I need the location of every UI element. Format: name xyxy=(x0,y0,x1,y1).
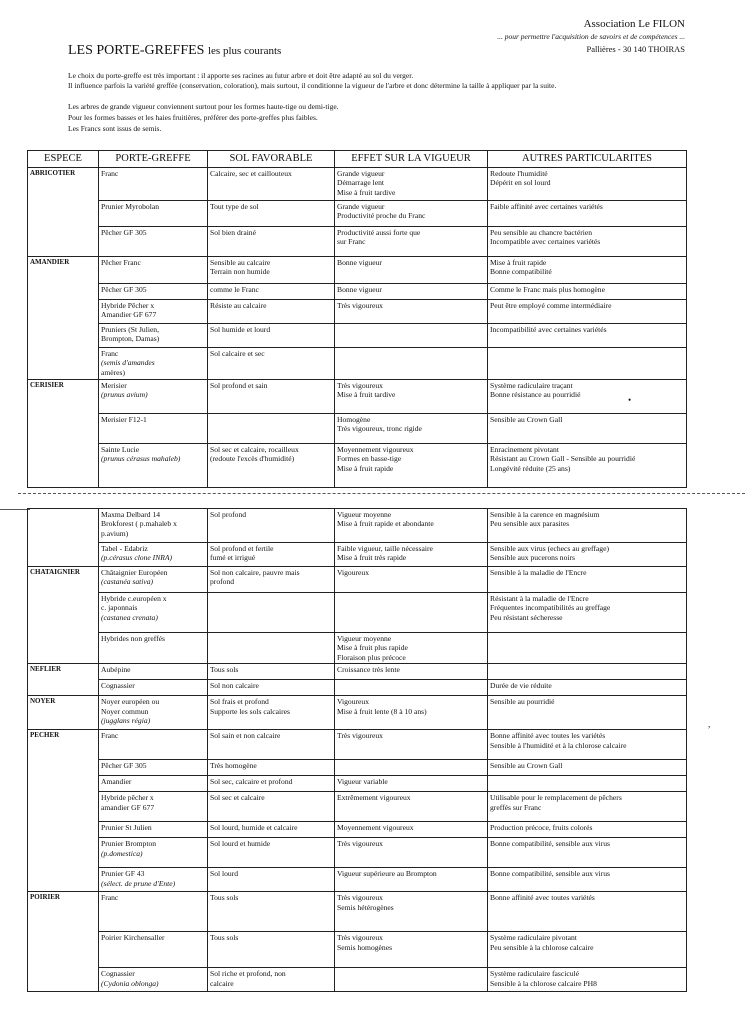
table-row xyxy=(28,760,687,776)
vigor-cell: Moyennement vigoureux xyxy=(335,822,488,838)
table-row xyxy=(28,567,687,593)
vigor-cell: Très vigoureux xyxy=(335,838,488,868)
rootstock-table-part-2 xyxy=(27,508,687,992)
association-tagline: ... pour permettre l'acquisition de savoirs et de compétences ... xyxy=(497,32,685,41)
table-row xyxy=(28,300,687,324)
rootstock-line: (castanéa sativa) xyxy=(101,577,154,587)
table-row xyxy=(28,257,687,284)
other-cell xyxy=(488,348,687,380)
table-row xyxy=(28,414,687,444)
rootstock-line: Prunier St Julien xyxy=(101,823,152,833)
other-cell: Système radiculaire fasciculé Sensible à la chlorose calcaire PH8 xyxy=(488,968,687,992)
rootstock-cell xyxy=(99,696,208,730)
rootstock-line: Amandier xyxy=(101,777,132,787)
intro-line-3: Les arbres de grande vigueur conviennent surtout pour les formes haute-tige ou demi-tige. xyxy=(68,102,339,111)
header-porte-greffe: PORTE-GREFFE xyxy=(99,151,208,168)
rootstock-line: (p.cérasus clone INRA) xyxy=(101,553,173,563)
table-row xyxy=(28,168,687,201)
rootstock-line: Brokforest ( p.mahaleb x xyxy=(101,519,177,529)
species-cell xyxy=(28,730,99,892)
soil-cell: Sol frais et profond Supporte les sols calcaires xyxy=(208,696,335,730)
other-cell: Comme le Franc mais plus homogène xyxy=(488,284,687,300)
soil-cell: Sol non calcaire, pauvre mais profond xyxy=(208,567,335,593)
other-cell: Bonne compatibilité, sensible aux virus xyxy=(488,868,687,892)
other-cell: Sensible à la maladie de l'Encre xyxy=(488,567,687,593)
vigor-cell: Extrêmement vigoureux xyxy=(335,792,488,822)
species-label: ABRICOTIER xyxy=(30,169,76,177)
rootstock-cell xyxy=(99,822,208,838)
rootstock-cell xyxy=(99,201,208,227)
table-row xyxy=(28,822,687,838)
association-name: Association Le FILON xyxy=(583,18,685,30)
species-cell xyxy=(28,380,99,488)
rootstock-line: Pêcher GF 305 xyxy=(101,285,147,294)
vigor-cell xyxy=(335,324,488,348)
vigor-cell: Très vigoureux Mise à fruit tardive xyxy=(335,380,488,414)
soil-cell: Sol lourd et humide xyxy=(208,838,335,868)
rootstock-cell xyxy=(99,892,208,932)
rootstock-cell xyxy=(99,227,208,257)
vigor-cell: Vigoureux xyxy=(335,567,488,593)
rootstock-cell xyxy=(99,664,208,680)
vigor-cell: Grande vigueur Productivité proche du Franc xyxy=(335,201,488,227)
vigor-cell: Bonne vigueur xyxy=(335,257,488,284)
other-cell xyxy=(488,633,687,664)
vigor-cell xyxy=(335,593,488,633)
table-row xyxy=(28,838,687,868)
table-header-row xyxy=(28,151,687,168)
other-cell: Sensible au pourridié xyxy=(488,696,687,730)
rootstock-line: Pêcher GF 305 xyxy=(101,228,147,237)
rootstock-line: Amandier GF 677 xyxy=(101,310,157,320)
other-cell xyxy=(488,776,687,792)
vigor-cell: Vigueur moyenne Mise à fruit plus rapide Floraison plus précoce xyxy=(335,633,488,664)
header-effet-vigueur: EFFET SUR LA VIGUEUR xyxy=(335,151,488,168)
rootstock-line: (semis d'amandes xyxy=(101,358,155,368)
rootstock-line: Franc xyxy=(101,169,119,178)
vigor-cell: Productivité aussi forte que sur Franc xyxy=(335,227,488,257)
soil-cell xyxy=(208,633,335,664)
vigor-cell: Vigueur variable xyxy=(335,776,488,792)
other-cell: Faible affinité avec certaines variétés xyxy=(488,201,687,227)
association-address: Pallières - 30 140 THOIRAS xyxy=(586,44,685,54)
soil-cell: Sol profond et fertile fumé et irrigué xyxy=(208,543,335,567)
rootstock-cell xyxy=(99,776,208,792)
rootstock-line: Franc xyxy=(101,349,119,358)
rootstock-line: Noyer commun xyxy=(101,706,149,716)
rootstock-table-part-1 xyxy=(27,150,687,488)
rootstock-cell xyxy=(99,838,208,868)
title-main: LES PORTE-GREFFES xyxy=(68,43,205,58)
table-row xyxy=(28,792,687,822)
soil-cell: Résiste au calcaire xyxy=(208,300,335,324)
rootstock-line: Pruniers (St Julien, xyxy=(101,325,160,334)
table-row xyxy=(28,444,687,488)
soil-cell: Sol lourd xyxy=(208,868,335,892)
vigor-cell: Très vigoureux xyxy=(335,730,488,760)
table-row xyxy=(28,348,687,380)
intro-line-2: Il influence parfois la variété greffée (conservation, coloration), mais surtout, il conditionne la vigueur de l'arbre et donc détermine la taille à appliquer par la suite. xyxy=(68,81,557,90)
rootstock-line: (sélect. de prune d'Ente) xyxy=(101,878,176,888)
other-cell: Système radiculaire traçant Bonne résistance au pourridié xyxy=(488,380,687,414)
table-row xyxy=(28,284,687,300)
vigor-cell xyxy=(335,968,488,992)
other-cell: Durée de vie réduite xyxy=(488,680,687,696)
rootstock-cell xyxy=(99,348,208,380)
rootstock-cell xyxy=(99,792,208,822)
vigor-cell: Faible vigueur, taille nécessaire Mise à fruit très rapide xyxy=(335,543,488,567)
table-row xyxy=(28,509,687,543)
soil-cell: Sol profond et sain xyxy=(208,380,335,414)
rootstock-cell xyxy=(99,932,208,968)
table-row xyxy=(28,227,687,257)
table-row xyxy=(28,868,687,892)
soil-cell: Sensible au calcaire Terrain non humide xyxy=(208,257,335,284)
rootstock-line: (jugglans régia) xyxy=(101,716,151,726)
other-cell: Peu sensible au chancre bactérien Incompatible avec certaines variétés xyxy=(488,227,687,257)
other-cell: Sensible aux virus (echecs au greffage) Sensible aux pucerons noirs xyxy=(488,543,687,567)
soil-cell: Sol calcaire et sec xyxy=(208,348,335,380)
rootstock-line: (castanea crenata) xyxy=(101,612,158,622)
table-row xyxy=(28,633,687,664)
soil-cell: Sol sain et non calcaire xyxy=(208,730,335,760)
table-row xyxy=(28,380,687,414)
table-row xyxy=(28,664,687,680)
rootstock-cell xyxy=(99,543,208,567)
rootstock-line: Noyer européen ou xyxy=(101,697,160,707)
rootstock-line: Cognassier xyxy=(101,969,135,979)
rootstock-line: Franc xyxy=(101,731,119,741)
soil-cell: Tous sols xyxy=(208,664,335,680)
vigor-cell: Homogène Très vigoureux, tronc rigide xyxy=(335,414,488,444)
rootstock-cell xyxy=(99,300,208,324)
rootstock-cell xyxy=(99,257,208,284)
rootstock-line: Hybrides non greffés xyxy=(101,634,165,643)
other-cell: Incompatibilité avec certaines variétés xyxy=(488,324,687,348)
rootstock-line: amères) xyxy=(101,367,126,377)
table-row xyxy=(28,324,687,348)
header-sol-favorable: SOL FAVORABLE xyxy=(208,151,335,168)
soil-cell: comme le Franc xyxy=(208,284,335,300)
rootstock-line: Cognassier xyxy=(101,681,135,691)
soil-cell xyxy=(208,414,335,444)
vigor-cell: Vigueur supérieure au Brompton xyxy=(335,868,488,892)
vigor-cell: Croissance très lente xyxy=(335,664,488,680)
rootstock-cell xyxy=(99,968,208,992)
vigor-cell: Grande vigueur Démarrage lent Mise à fruit tardive xyxy=(335,168,488,201)
species-cell xyxy=(28,892,99,992)
header-espece: ESPECE xyxy=(28,151,99,168)
soil-cell: Très homogène xyxy=(208,760,335,776)
soil-cell: Sol bien drainé xyxy=(208,227,335,257)
rootstock-line: Pêcher Franc xyxy=(101,258,141,267)
rootstock-line: Prunier Brompton xyxy=(101,839,157,849)
soil-cell: Sol sec, calcaire et profond xyxy=(208,776,335,792)
page-break-divider xyxy=(18,493,745,494)
table-row xyxy=(28,730,687,760)
species-label: AMANDIER xyxy=(30,258,70,266)
species-cell xyxy=(28,168,99,257)
vigor-cell: Très vigoureux Semis homogènes xyxy=(335,932,488,968)
rootstock-cell xyxy=(99,868,208,892)
rootstock-line: Brompton, Damas) xyxy=(101,334,160,344)
vigor-cell: Moyennement vigoureux Formes en basse-tige Mise à fruit rapide xyxy=(335,444,488,488)
other-cell: Résistant à la maladie de l'Encre Fréquentes incompatibilités au greffage Peu résistant sécheresse xyxy=(488,593,687,633)
species-cell xyxy=(28,509,99,567)
intro-line-5: Les Francs sont issus de semis. xyxy=(68,124,162,133)
rootstock-cell xyxy=(99,680,208,696)
species-label: NOYER xyxy=(30,697,56,706)
soil-cell: Tout type de sol xyxy=(208,201,335,227)
rootstock-cell xyxy=(99,593,208,633)
other-cell: Bonne affinité avec toutes variétés xyxy=(488,892,687,932)
other-cell: Peut être employé comme intermédiaire xyxy=(488,300,687,324)
rootstock-cell xyxy=(99,633,208,664)
table-row xyxy=(28,543,687,567)
rootstock-line: Franc xyxy=(101,893,119,903)
intro-line-4: Pour les formes basses et les haies fruitières, préférer des porte-greffes plus faibles. xyxy=(68,113,318,122)
page-title xyxy=(68,43,281,59)
rootstock-line: Hybride Pêcher x xyxy=(101,301,155,310)
other-cell: Sensible au Crown Gall xyxy=(488,760,687,776)
table-row xyxy=(28,593,687,633)
title-sub: les plus courants xyxy=(207,45,282,57)
rootstock-cell xyxy=(99,380,208,414)
species-cell xyxy=(28,664,99,696)
other-cell: Bonne compatibilité, sensible aux virus xyxy=(488,838,687,868)
vigor-cell xyxy=(335,680,488,696)
rootstock-line: amandier GF 677 xyxy=(101,802,155,812)
species-cell xyxy=(28,567,99,664)
soil-cell: Sol sec et calcaire xyxy=(208,792,335,822)
rootstock-line: c. japonnais xyxy=(101,603,138,613)
vigor-cell: Vigueur moyenne Mise à fruit rapide et abondante xyxy=(335,509,488,543)
rootstock-cell xyxy=(99,414,208,444)
other-cell: Sensible au Crown Gall xyxy=(488,414,687,444)
rootstock-line: Prunier Myrobolan xyxy=(101,202,159,211)
rootstock-line: (prunus avium) xyxy=(101,390,148,400)
margin-mark xyxy=(0,509,30,510)
table-row xyxy=(28,932,687,968)
rootstock-cell xyxy=(99,760,208,776)
table-row xyxy=(28,776,687,792)
rootstock-line: Aubépine xyxy=(101,665,131,675)
species-label: PECHER xyxy=(30,731,60,740)
vigor-cell: Très vigoureux Semis hétérogènes xyxy=(335,892,488,932)
rootstock-cell xyxy=(99,730,208,760)
table-row xyxy=(28,680,687,696)
other-cell: Production précoce, fruits colorés xyxy=(488,822,687,838)
table-row xyxy=(28,968,687,992)
rootstock-line: (prunus cérasus mahaleb) xyxy=(101,454,181,464)
species-label: CERISIER xyxy=(30,381,64,389)
rootstock-cell xyxy=(99,168,208,201)
vigor-cell xyxy=(335,760,488,776)
soil-cell: Sol non calcaire xyxy=(208,680,335,696)
vigor-cell: Très vigoureux xyxy=(335,300,488,324)
header-autres: AUTRES PARTICULARITES xyxy=(488,151,687,168)
rootstock-line: Prunier GF 43 xyxy=(101,869,145,879)
rootstock-line: Pêcher GF 305 xyxy=(101,761,147,771)
rootstock-line: Hybride c.européen x xyxy=(101,594,167,603)
vigor-cell: Bonne vigueur xyxy=(335,284,488,300)
other-cell: Sensible à la carence en magnésium Peu sensible aux parasites xyxy=(488,509,687,543)
soil-cell: Tous sols xyxy=(208,932,335,968)
soil-cell: Sol riche et profond, non calcaire xyxy=(208,968,335,992)
species-label: POIRIER xyxy=(30,893,60,902)
other-cell xyxy=(488,664,687,680)
rootstock-cell xyxy=(99,444,208,488)
rootstock-cell xyxy=(99,324,208,348)
species-label: CHATAIGNIER xyxy=(30,568,80,576)
rootstock-line: (p.domestica) xyxy=(101,848,143,858)
other-cell: Bonne affinité avec toutes les variétés Sensible à l'humidité et à la chlorose calcaire xyxy=(488,730,687,760)
soil-cell xyxy=(208,593,335,633)
soil-cell: Sol sec et calcaire, rocailleux (redoute l'excès d'humidité) xyxy=(208,444,335,488)
rootstock-line: Merisier F12-1 xyxy=(101,415,147,424)
intro-line-1: Le choix du porte-greffe est très important : il apporte ses racines au futur arbre et doit être adapté au sol du verger. xyxy=(68,71,414,80)
other-cell: Mise à fruit rapide Bonne compatibilité xyxy=(488,257,687,284)
soil-cell: Sol profond xyxy=(208,509,335,543)
other-cell: Enracinement pivotant Résistant au Crown Gall - Sensible au pourridié Longévité réduite (25 ans) xyxy=(488,444,687,488)
soil-cell: Tous sols xyxy=(208,892,335,932)
rootstock-cell xyxy=(99,567,208,593)
other-cell: Utilisable pour le remplacement de pêchers greffés sur Franc xyxy=(488,792,687,822)
rootstock-line: Sainte Lucie xyxy=(101,445,140,454)
soil-cell: Calcaire, sec et caillouteux xyxy=(208,168,335,201)
vigor-cell: Vigoureux Mise à fruit lente (8 à 10 ans) xyxy=(335,696,488,730)
soil-cell: Sol lourd, humide et calcaire xyxy=(208,822,335,838)
rootstock-line: p.avium) xyxy=(101,528,129,538)
table-row xyxy=(28,696,687,730)
stray-comma: , xyxy=(708,719,711,729)
rootstock-line: Poirier Kirchensaller xyxy=(101,933,165,943)
stray-dot: • xyxy=(628,395,632,405)
rootstock-line: (Cydonia oblonga) xyxy=(101,978,159,988)
rootstock-line: Maxma Delbard 14 xyxy=(101,510,161,519)
table-row xyxy=(28,892,687,932)
rootstock-line: Tabel - Edabriz xyxy=(101,544,148,553)
other-cell: Redoute l'humidité Dépérit en sol lourd xyxy=(488,168,687,201)
species-cell xyxy=(28,696,99,730)
rootstock-line: Châtaignier Européen xyxy=(101,568,168,577)
vigor-cell xyxy=(335,348,488,380)
species-cell xyxy=(28,257,99,380)
rootstock-line: Hybride pêcher x xyxy=(101,793,154,803)
table-row xyxy=(28,201,687,227)
rootstock-cell xyxy=(99,284,208,300)
species-label: NEFLIER xyxy=(30,665,62,674)
soil-cell: Sol humide et lourd xyxy=(208,324,335,348)
rootstock-cell xyxy=(99,509,208,543)
other-cell: Système radiculaire pivotant Peu sensible à la chlorose calcaire xyxy=(488,932,687,968)
rootstock-line: Merisier xyxy=(101,381,127,390)
